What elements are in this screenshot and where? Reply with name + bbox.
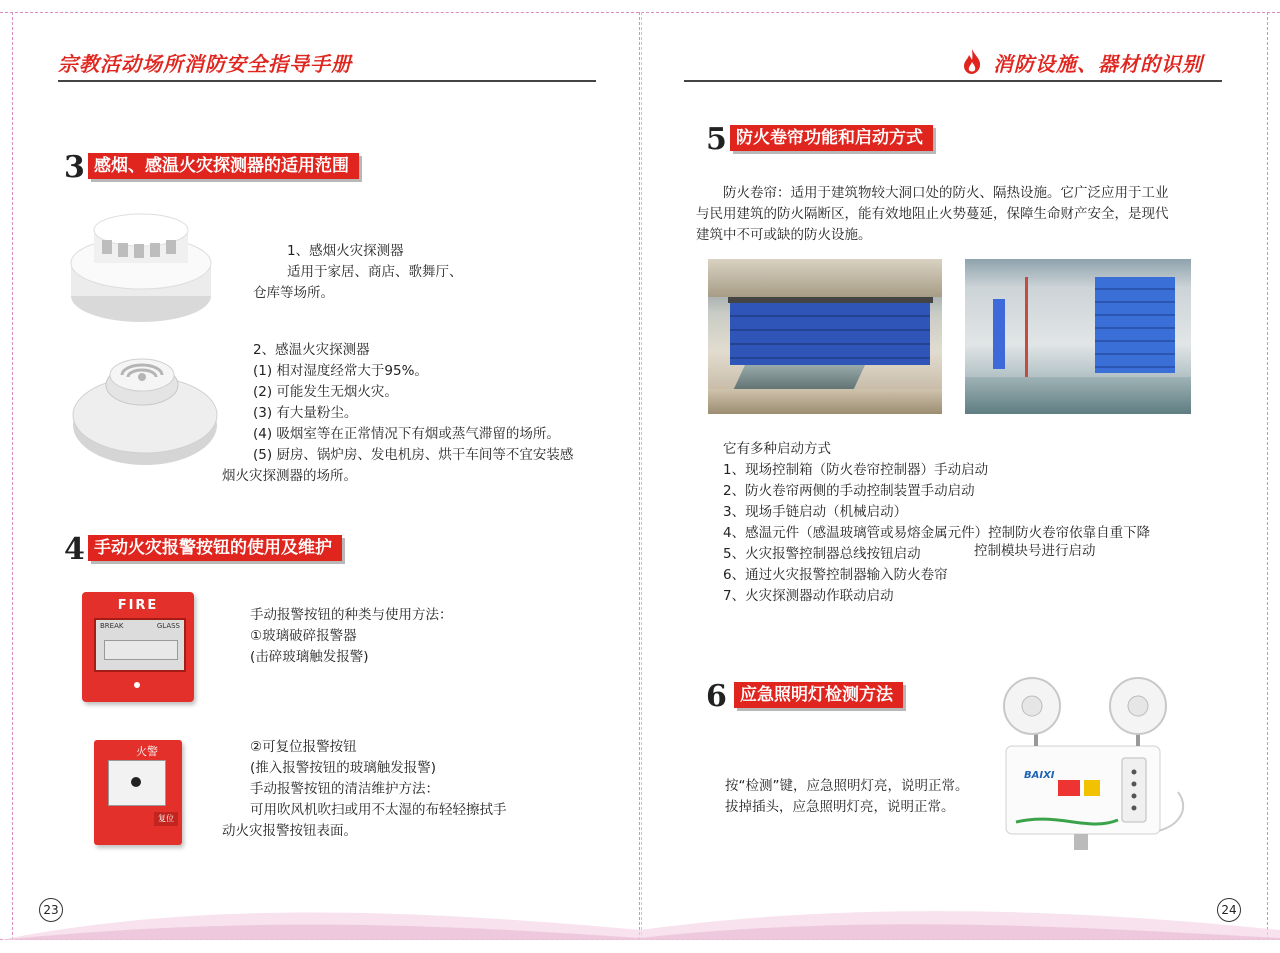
right-header-title: 消防设施、器材的识别 <box>993 52 1203 76</box>
section6-title: 应急照明灯检测方法 <box>734 682 903 708</box>
fire-shutter-photo-warehouse <box>965 259 1191 414</box>
emergency-light-image <box>998 672 1193 857</box>
right-page-number: 24 <box>1217 898 1241 922</box>
heat-detector-image <box>70 345 220 470</box>
reset-alarm-line-4: 可用吹风机吹扫或用不太湿的布轻轻擦拭手 <box>250 802 507 818</box>
section3-number: 3 <box>64 150 85 185</box>
method-7: 7、火灾探测器动作联动启动 <box>723 588 894 604</box>
heat-detector-line-6: 烟火灾探测器的场所。 <box>222 468 357 484</box>
section3-title: 感烟、感温火灾探测器的适用范围 <box>88 153 359 179</box>
smoke-detector-line-1: 适用于家居、商店、歌舞厅、 <box>287 264 463 280</box>
reset-label: 复位 <box>154 812 178 826</box>
alarm-label: 火警 <box>136 745 158 758</box>
reset-alarm-line-1: ②可复位报警按钮 <box>250 739 357 755</box>
manual-alarm-line-2: ①玻璃破碎报警器 <box>250 628 357 644</box>
section4-title: 手动火灾报警按钮的使用及维护 <box>88 535 342 561</box>
method-3: 3、现场手链启动（机械启动） <box>723 504 908 520</box>
method-5-extra: 控制模块号进行启动 <box>974 543 1096 559</box>
page-border-left <box>12 12 13 940</box>
emergency-light-line-1: 按“检测”键，应急照明灯亮，说明正常。 <box>725 778 969 794</box>
manual-alarm-line-1: 手动报警按钮的种类与使用方法： <box>250 607 453 623</box>
reset-alarm-line-3: 手动报警按钮的清洁维护方法： <box>250 781 439 797</box>
emergency-light-line-2: 拔掉插头，应急照明灯亮，说明正常。 <box>725 799 955 815</box>
shutter-intro-line-2: 与民用建筑的防火隔断区，能有效地阻止火势蔓延，保障生命财产安全，是现代 <box>696 206 1169 222</box>
section4-number: 4 <box>64 532 85 567</box>
section5-title: 防火卷帘功能和启动方式 <box>730 125 933 151</box>
section6-number: 6 <box>706 679 727 714</box>
left-header-title: 宗教活动场所消防安全指导手册 <box>58 52 352 76</box>
method-1: 1、现场控制箱（防火卷帘控制器）手动启动 <box>723 462 989 478</box>
heat-detector-line-4: (4) 吸烟室等在正常情况下有烟或蒸气滞留的场所。 <box>253 426 560 442</box>
method-4: 4、感温元件（感温玻璃管或易熔金属元件）控制防火卷帘依靠自重下降 <box>723 525 1151 541</box>
smoke-detector-image <box>66 208 216 328</box>
flame-icon <box>961 47 983 75</box>
emergency-light-brand: BAIXI <box>1024 770 1055 781</box>
heat-detector-line-2: (2) 可能发生无烟火灾。 <box>253 384 398 400</box>
heat-detector-line-1: (1) 相对湿度经常大于95%。 <box>253 363 428 379</box>
page-spine-inner <box>641 12 642 940</box>
page-border-right <box>1267 12 1268 940</box>
break-label: BREAK <box>100 622 124 630</box>
method-6: 6、通过火灾报警控制器输入防火卷帘 <box>723 567 948 583</box>
heat-detector-line-3: (3) 有大量粉尘。 <box>253 405 358 421</box>
bottom-wave-decoration <box>0 900 1280 940</box>
resettable-alarm-image <box>94 740 182 845</box>
reset-alarm-line-2: (推入报警按钮的玻璃触发报警) <box>250 760 437 776</box>
manual-alarm-line-3: (击碎玻璃触发报警) <box>250 649 369 665</box>
page-border-top <box>0 12 1280 13</box>
heat-detector-line-5: (5) 厨房、锅炉房、发电机房、烘干车间等不宜安装感 <box>253 447 574 463</box>
method-2: 2、防火卷帘两侧的手动控制装置手动启动 <box>723 483 975 499</box>
glass-label: GLASS <box>156 622 180 630</box>
methods-title: 它有多种启动方式 <box>723 441 831 457</box>
smoke-detector-line-2: 仓库等场所。 <box>253 285 334 301</box>
break-glass-alarm-image <box>82 592 194 702</box>
right-header-rule <box>684 80 1222 82</box>
left-page-number: 23 <box>39 898 63 922</box>
shutter-intro-line-3: 建筑中不可或缺的防火设施。 <box>696 227 872 243</box>
left-header-rule <box>58 80 596 82</box>
smoke-detector-title: 1、感烟火灾探测器 <box>287 243 404 259</box>
fire-shutter-photo-mall <box>708 259 942 414</box>
section5-number: 5 <box>706 122 727 157</box>
fire-label: FIRE <box>117 598 159 613</box>
page-spine <box>639 12 640 940</box>
heat-detector-title: 2、感温火灾探测器 <box>253 342 370 358</box>
method-5: 5、火灾报警控制器总线按钮启动 <box>723 546 921 562</box>
reset-alarm-line-5: 动火灾报警按钮表面。 <box>222 823 357 839</box>
shutter-intro-line-1: 防火卷帘：适用于建筑物较大洞口处的防火、隔热设施。它广泛应用于工业 <box>723 185 1169 201</box>
